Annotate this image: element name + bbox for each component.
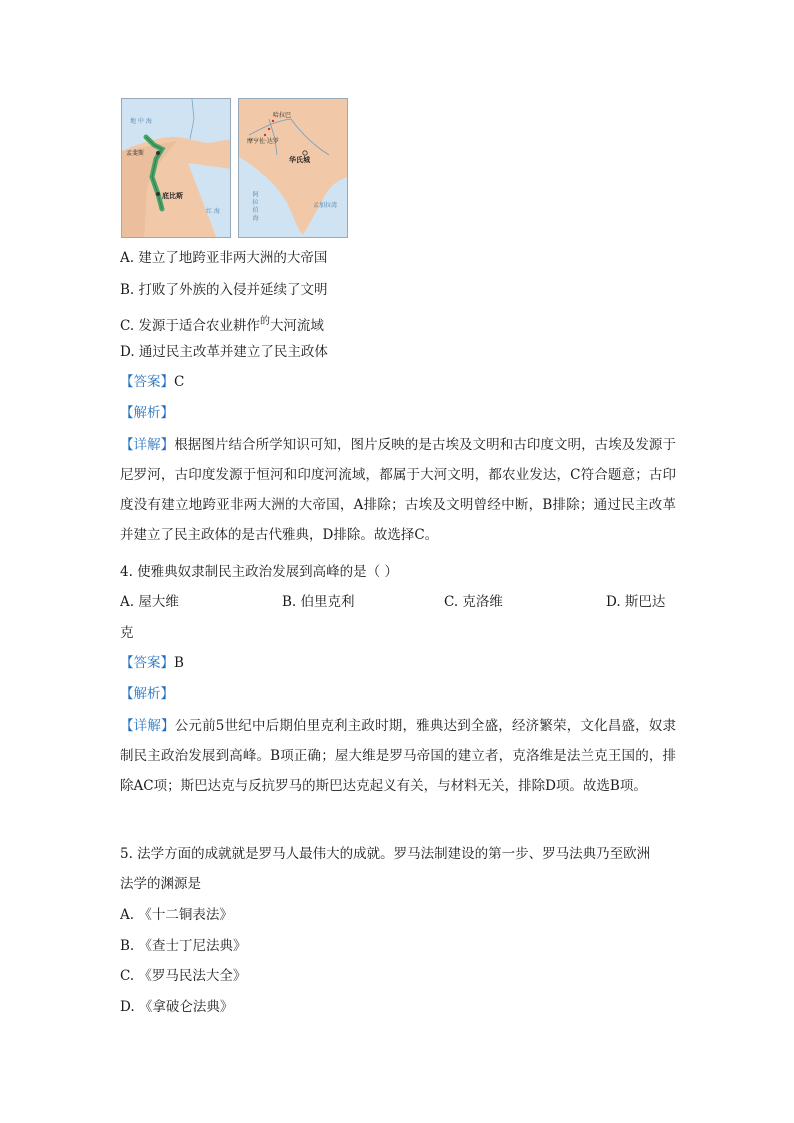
q3-answer — [120, 373, 184, 391]
question-maps — [121, 98, 348, 238]
q4-analysis-tag: 【解析】 — [120, 686, 174, 702]
q4-stem: 4. 使雅典奴隶制民主政治发展到高峰的是（ ） — [120, 564, 398, 580]
q5-option-d: D. 《拿破仑法典》 — [120, 999, 234, 1015]
q4-option-d: D. 斯巴达 — [606, 594, 666, 610]
q5-option-c: C. 《罗马民法大全》 — [120, 968, 247, 984]
q5-option-a: A. 《十二铜表法》 — [120, 907, 233, 923]
egypt-map — [121, 98, 231, 238]
q4-answer-value: B — [174, 655, 184, 671]
q5-stem-line2: 法学的渊源是 — [120, 876, 201, 892]
q4-option-a: A. 屋大维 — [120, 594, 179, 610]
q3-option-c-sup: 的 — [259, 316, 270, 327]
q3-option-c-text: C. 发源于适合农业耕作 — [120, 318, 260, 334]
q3-option-a: A. 建立了地跨亚非两大洲的大帝国 — [120, 250, 328, 266]
egypt-redsea-label: 红 海 — [206, 208, 220, 215]
q3-option-c — [120, 313, 324, 335]
q5-stem-line1: 5. 法学方面的成就就是罗马人最伟大的成就。罗马法制建设的第一步、罗马法典乃至欧洲 — [120, 846, 651, 862]
q5-option-b: B. 《查士丁尼法典》 — [120, 938, 247, 954]
q4-detail-text: 公元前5世纪中后期伯里克利主政时期，雅典达到全盛，经济繁荣，文化昌盛，奴隶制民主政治发展到高峰。B项正确；屋大维是罗马帝国的建立者，克洛维是法兰克王国的，排除AC项；斯巴达克与反抗罗马的斯巴达克起义有关，与材料无关，排除D项。故选B项。 — [120, 718, 677, 794]
q3-answer-value: C — [174, 374, 185, 390]
india-city-mohenjo-daro: 摩亨佐·达罗 — [247, 138, 279, 145]
q4-detail-tag: 【详解】 — [120, 718, 175, 734]
egypt-city-memphis: 孟斐斯 — [126, 150, 145, 157]
egypt-city-thebes: 底比斯 — [162, 192, 183, 200]
q3-option-c-tail: 大河流域 — [269, 318, 324, 334]
q3-option-b: B. 打败了外族的入侵并延续了文明 — [120, 282, 328, 298]
india-sea-arabian: 阿 拉 伯 海 — [251, 191, 258, 221]
q4-option-b: B. 伯里克利 — [282, 594, 355, 610]
egypt-sea-label: 地 中 海 — [130, 118, 152, 125]
q4-answer — [120, 654, 184, 672]
india-city-harappa: 哈拉巴 — [273, 112, 292, 119]
q3-option-d: D. 通过民主改革并建立了民主政体 — [120, 344, 328, 360]
q4-detail — [120, 711, 676, 801]
india-sea-bengal: 孟加拉湾 — [313, 202, 338, 209]
q3-detail-text: 根据图片结合所学知识可知，图片反映的是古埃及文明和古印度文明，古埃及发源于尼罗河，古印度发源于恒河和印度河流域，都属于大河文明，都农业发达，C符合题意；古印度没有建立地跨亚非两大洲的大帝国，A排除；古埃及文明曾经中断，B排除；通过民主改革并建立了民主政体的是古代雅典，D排除。故选择C。 — [120, 437, 676, 543]
q3-answer-tag: 【答案】 — [120, 374, 174, 390]
q3-detail — [120, 430, 676, 550]
india-map — [238, 98, 348, 238]
q3-analysis-tag: 【解析】 — [120, 405, 174, 421]
q4-option-c: C. 克洛维 — [444, 594, 503, 610]
q4-answer-tag: 【答案】 — [120, 655, 174, 671]
q4-option-d-wrap: 克 — [120, 625, 134, 641]
q3-detail-tag: 【详解】 — [120, 437, 175, 453]
india-city-pataliputra: 华氏城 — [289, 156, 310, 164]
